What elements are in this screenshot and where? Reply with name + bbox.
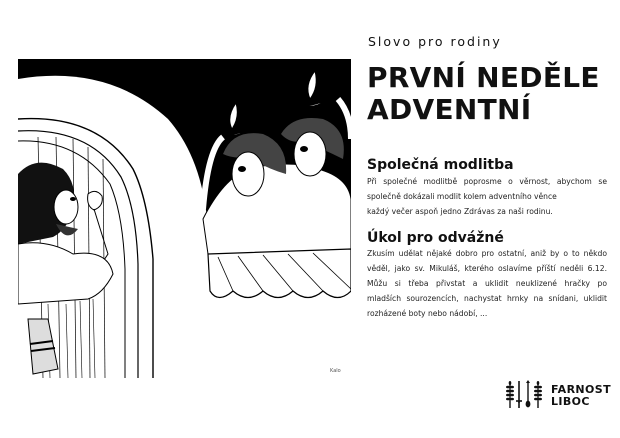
task-line-5: rozházené boty nebo nádobí, ... xyxy=(367,309,488,318)
task-line-3: Můžu si třeba přivstat a uklidit neuklizené hračky po xyxy=(367,279,607,288)
artist-signature: Kalo xyxy=(330,368,341,374)
section-body-task xyxy=(367,246,607,321)
logo-line-2: LIBOC xyxy=(551,395,590,408)
logo-text xyxy=(551,384,611,408)
task-line-2: věděl, jako sv. Mikuláš, kterého oslavíme příští neděli 6.12. xyxy=(367,264,607,273)
illustration-image xyxy=(18,59,351,378)
parish-logo xyxy=(505,379,611,413)
logo-line-1: FARNOST xyxy=(551,383,612,396)
section-body-prayer xyxy=(367,174,607,219)
wheat-sword-spoon-wheat-icon xyxy=(505,379,545,413)
prayer-line-2: společně dokázali modlit kolem adventního věnce xyxy=(367,192,557,201)
page-title xyxy=(367,62,617,126)
title-line-1: PRVNÍ NEDĚLE xyxy=(367,61,600,94)
prayer-line-3: každý večer aspoň jedno Zdrávas za naši rodinu. xyxy=(367,207,553,216)
prayer-line-1: Při společné modlitbě poprosme o věrnost, abychom se xyxy=(367,177,607,186)
section-heading-task: Úkol pro odvážné xyxy=(367,230,504,246)
task-line-1: Zkusím udělat nějaké dobro pro ostatní, aniž by o to někdo xyxy=(367,249,607,258)
kicker-label: Slovo pro rodiny xyxy=(368,34,502,49)
title-line-2: ADVENTNÍ xyxy=(367,93,532,126)
section-heading-prayer: Společná modlitba xyxy=(367,157,514,173)
task-line-4: mladších sourozencích, nachystat hrnky na snídani, uklidit xyxy=(367,294,607,303)
advent-illustration xyxy=(18,59,351,378)
